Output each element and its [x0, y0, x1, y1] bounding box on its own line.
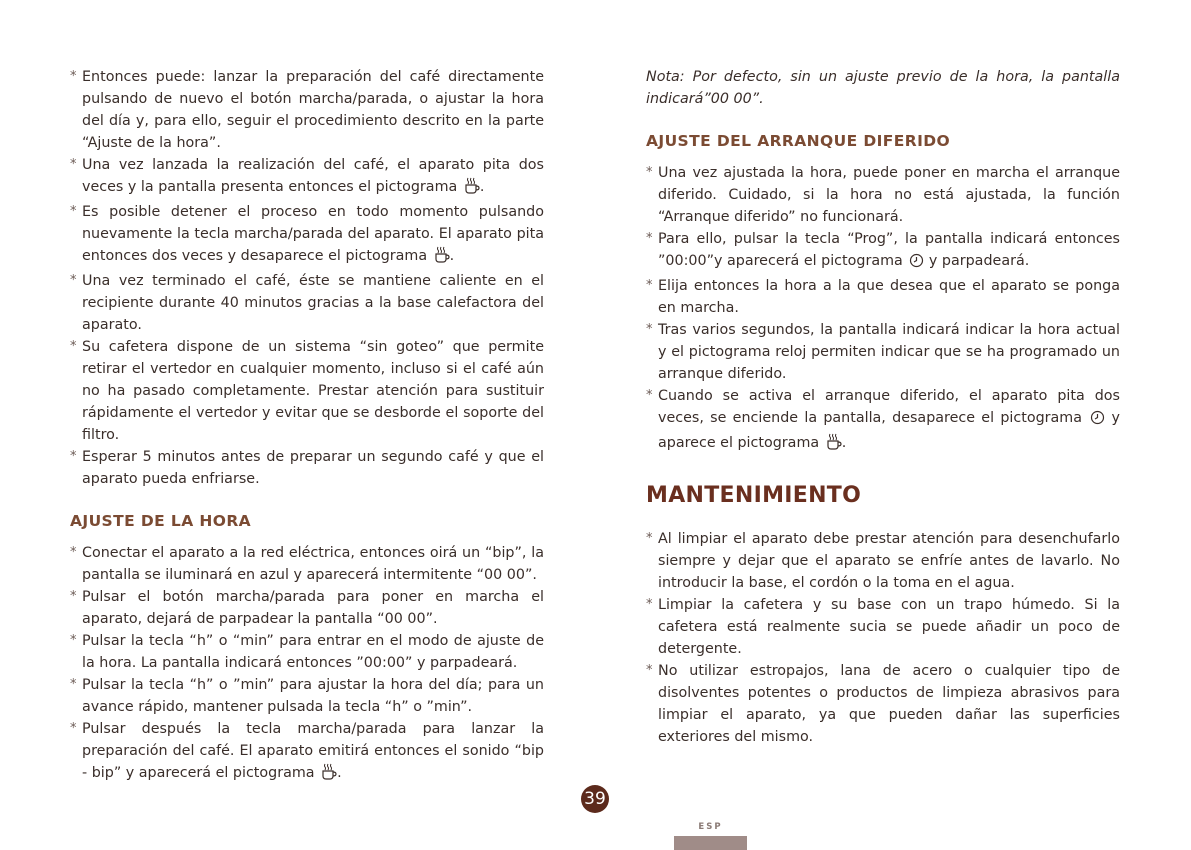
list-item: * Pulsar después la tecla marcha/parada para lanzar la preparación del café. El aparato emitirá entonces el sonido “bip - bip” y aparecerá el pictograma . — [70, 718, 544, 787]
list-item: * Para ello, pulsar la tecla “Prog”, la pantalla indicará entonces ”00:00”y aparecerá el pictograma y parpadeará. — [646, 228, 1120, 275]
bullet: * — [70, 69, 77, 84]
bullet: * — [70, 449, 77, 464]
section-title-ajuste-hora: AJUSTE DE LA HORA — [70, 512, 252, 530]
list-item: * Conectar el aparato a la red eléctrica, entonces oirá un “bip”, la pantalla se iluminará en azul y aparecerá intermitente “00 00”. — [70, 542, 544, 586]
bullet: * — [646, 597, 653, 612]
list-item: * Entonces puede: lanzar la preparación del café directamente pulsando de nuevo el botón marcha/parada, o ajustar la hora del día y, para ello, seguir el procedimiento descrito en la parte “Ajuste de la hora”. — [70, 66, 544, 154]
language-label: ESP — [698, 822, 723, 832]
list-item: * Pulsar el botón marcha/parada para poner en marcha el aparato, dejará de parpadear la pantalla “00 00”. — [70, 586, 544, 630]
language-bar — [674, 836, 747, 850]
clock-icon — [1090, 410, 1105, 432]
section-title-arranque-diferido: AJUSTE DEL ARRANQUE DIFERIDO — [646, 132, 951, 150]
bullet: * — [646, 388, 653, 403]
bullet: * — [646, 231, 653, 246]
list-item: * Una vez ajustada la hora, puede poner en marcha el arranque diferido. Cuidado, si la hora no está ajustada, la función “Arranque diferido” no funcionará. — [646, 162, 1120, 228]
bullet: * — [646, 322, 653, 337]
bullet: * — [646, 165, 653, 180]
coffee-cup-icon — [434, 245, 450, 270]
bullet: * — [70, 633, 77, 648]
bullet: * — [70, 721, 77, 736]
list-item: * Cuando se activa el arranque diferido, el aparato pita dos veces, se enciende la pantalla, desaparece el pictograma y aparece el pictograma . — [646, 385, 1120, 457]
bullet: * — [70, 677, 77, 692]
coffee-cup-icon — [321, 762, 337, 787]
clock-icon — [909, 253, 924, 275]
bullet: * — [70, 273, 77, 288]
page-number-badge: 39 — [581, 785, 609, 813]
list-item: * Limpiar la cafetera y su base con un trapo húmedo. Si la cafetera está realmente sucia se puede añadir un poco de detergente. — [646, 594, 1120, 660]
list-item: * Esperar 5 minutos antes de preparar un segundo café y que el aparato pueda enfriarse. — [70, 446, 544, 490]
left-column — [70, 66, 544, 787]
list-item: * Tras varios segundos, la pantalla indicará indicar la hora actual y el pictograma reloj permiten indicar que se ha programado un arranque diferido. — [646, 319, 1120, 385]
bullet: * — [646, 278, 653, 293]
list-item: * No utilizar estropajos, lana de acero o cualquier tipo de disolventes potentes o productos de limpieza abrasivos para limpiar el aparato, ya que pueden dañar las superficies exteriores del mismo. — [646, 660, 1120, 748]
list-item: * Es posible detener el proceso en todo momento pulsando nuevamente la tecla marcha/parada del aparato. El aparato pita entonces dos veces y desaparece el pictograma . — [70, 201, 544, 270]
list-item: * Su cafetera dispone de un sistema “sin goteo” que permite retirar el vertedor en cualquier momento, incluso si el café aún no ha pasado completamente. Prestar atención para sustituir rápidamente el vertedor y evitar que se desborde el soporte del filtro. — [70, 336, 544, 446]
bullet: * — [70, 157, 77, 172]
coffee-cup-icon — [464, 176, 480, 201]
list-item: * Elija entonces la hora a la que desea que el aparato se ponga en marcha. — [646, 275, 1120, 319]
bullet: * — [70, 204, 77, 219]
list-item: * Pulsar la tecla “h” o ”min” para ajustar la hora del día; para un avance rápido, mantener pulsada la tecla “h” o ”min”. — [70, 674, 544, 718]
right-column — [646, 66, 1120, 748]
bullet: * — [646, 663, 653, 678]
bullet: * — [70, 589, 77, 604]
list-item: * Pulsar la tecla “h” o “min” para entrar en el modo de ajuste de la hora. La pantalla indicará entonces ”00:00” y parpadeará. — [70, 630, 544, 674]
list-item: * Al limpiar el aparato debe prestar atención para desenchufarlo siempre y dejar que el aparato se enfríe antes de lavarlo. No introducir la base, el cordón o la toma en el agua. — [646, 528, 1120, 594]
coffee-cup-icon — [826, 432, 842, 457]
bullet: * — [70, 339, 77, 354]
bullet: * — [70, 545, 77, 560]
section-title-mantenimiento: MANTENIMIENTO — [646, 483, 862, 508]
note-text: Nota: Por defecto, sin un ajuste previo de la hora, la pantalla indicará”00 00”. — [646, 69, 1120, 107]
list-item: * Una vez terminado el café, éste se mantiene caliente en el recipiente durante 40 minutos gracias a la base calefactora del aparato. — [70, 270, 544, 336]
bullet: * — [646, 531, 653, 546]
list-item: * Una vez lanzada la realización del café, el aparato pita dos veces y la pantalla presenta entonces el pictograma . — [70, 154, 544, 201]
